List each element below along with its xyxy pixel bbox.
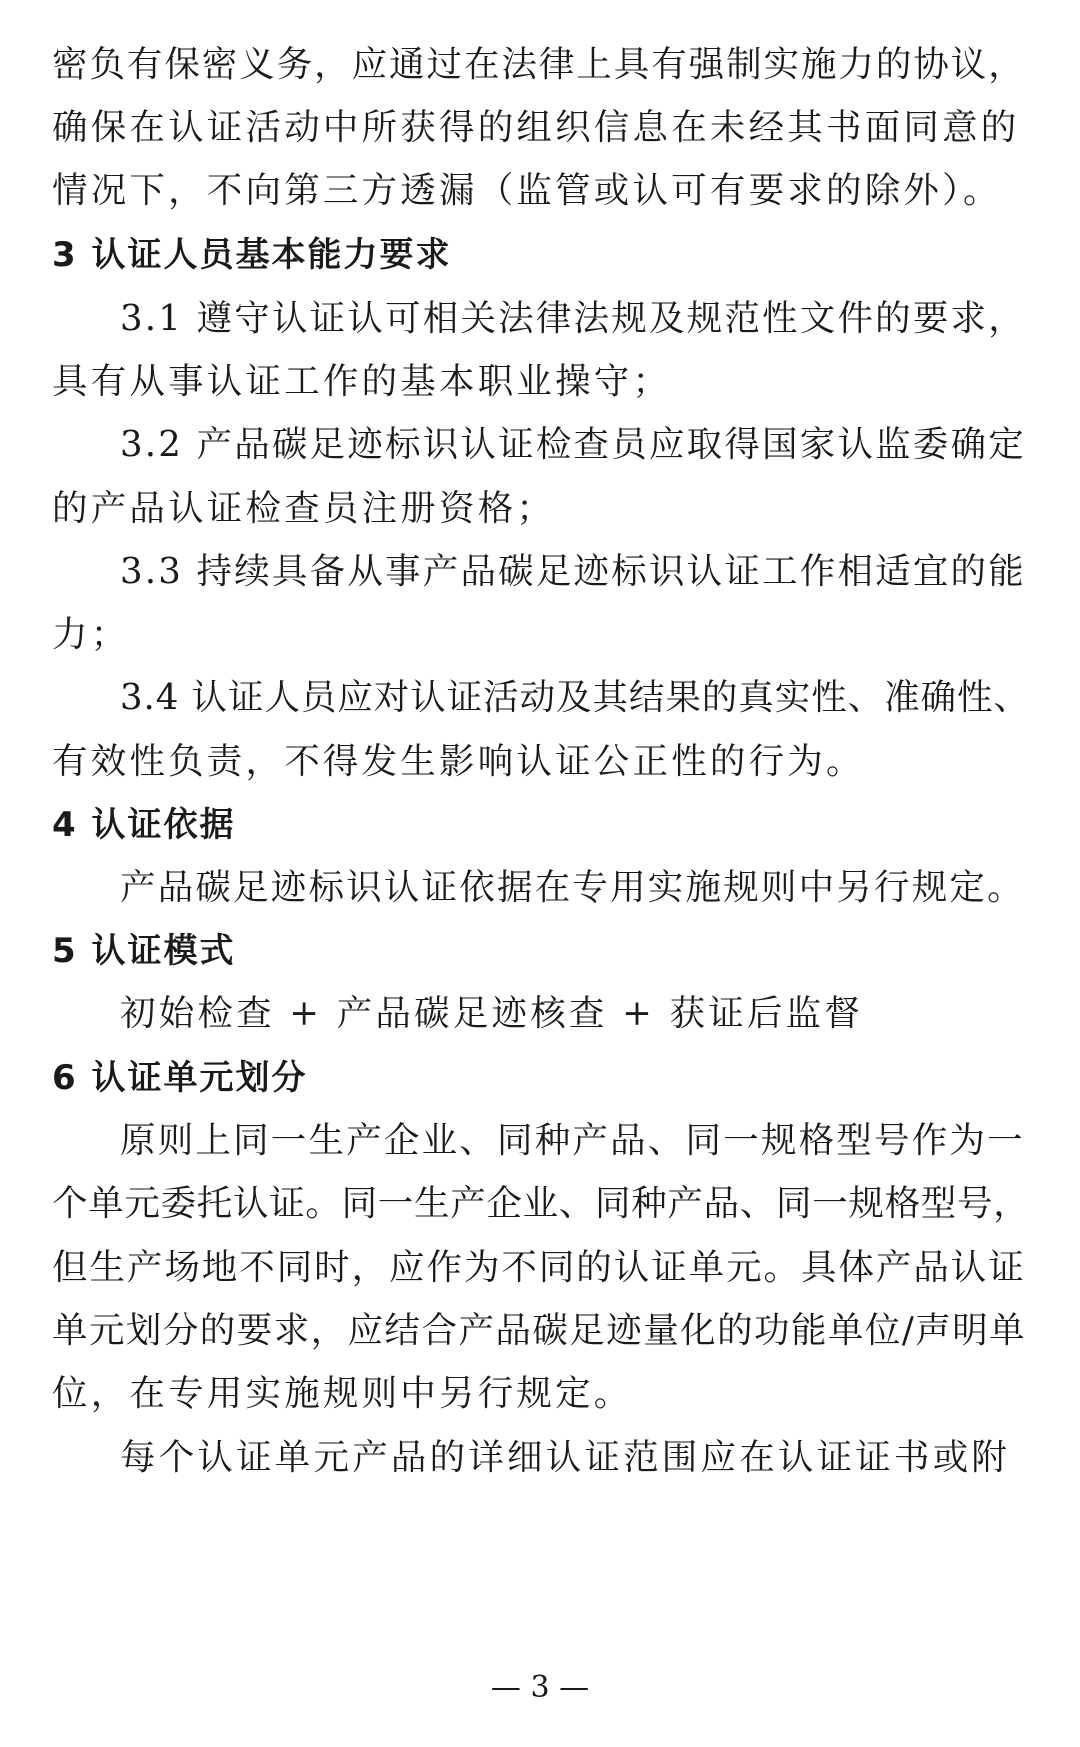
body-text-line: 产品碳足迹标识认证依据在专用实施规则中另行规定。 <box>120 867 1025 908</box>
body-text-line: 初始检查 + 产品碳足迹核查 + 获证后监督 <box>120 993 864 1034</box>
body-text-line: 位，在专用实施规则中另行规定。 <box>52 1373 633 1414</box>
body-text-line: 有效性负责，不得发生影响认证公正性的行为。 <box>52 741 865 782</box>
body-text-line: 3.1 遵守认证认可相关法律法规及规范性文件的要求， <box>120 298 1026 339</box>
body-text-line: 原则上同一生产企业、同种产品、同一规格型号作为一 <box>120 1120 1025 1161</box>
page-number: — 3 — <box>490 1670 590 1705</box>
body-text-line: 确保在认证活动中所获得的组织信息在未经其书面同意的 <box>52 107 1020 148</box>
body-text-line: 单元划分的要求，应结合产品碳足迹量化的功能单位/声明单 <box>52 1310 1027 1351</box>
section-heading-3: 3 认证人员基本能力要求 <box>52 235 452 275</box>
section-heading-4: 4 认证依据 <box>52 805 236 845</box>
body-text-line: 密负有保密义务，应通过在法律上具有强制实施力的协议， <box>52 44 1026 85</box>
body-text-line: 3.3 持续具备从事产品碳足迹标识认证工作相适宜的能 <box>120 551 1026 592</box>
section-heading-5: 5 认证模式 <box>52 931 236 971</box>
body-text-line: 3.2 产品碳足迹标识认证检查员应取得国家认监委确定 <box>120 424 1026 465</box>
body-text-line: 个单元委托认证。同一生产企业、同种产品、同一规格型号， <box>52 1183 1030 1224</box>
body-text-line: 的产品认证检查员注册资格； <box>52 488 556 529</box>
body-text-line: 具有从事认证工作的基本职业操守； <box>52 361 672 402</box>
body-text-line: 每个认证单元产品的详细认证范围应在认证证书或附 <box>120 1437 1011 1478</box>
body-text-line: 力； <box>52 614 130 655</box>
body-text-line: 3.4 认证人员应对认证活动及其结果的真实性、准确性、 <box>120 677 1030 718</box>
section-heading-6: 6 认证单元划分 <box>52 1058 308 1098</box>
body-text-line: 但生产场地不同时，应作为不同的认证单元。具体产品认证 <box>52 1247 1026 1288</box>
body-text-line: 情况下，不向第三方透漏（监管或认可有要求的除外）。 <box>52 170 1002 211</box>
